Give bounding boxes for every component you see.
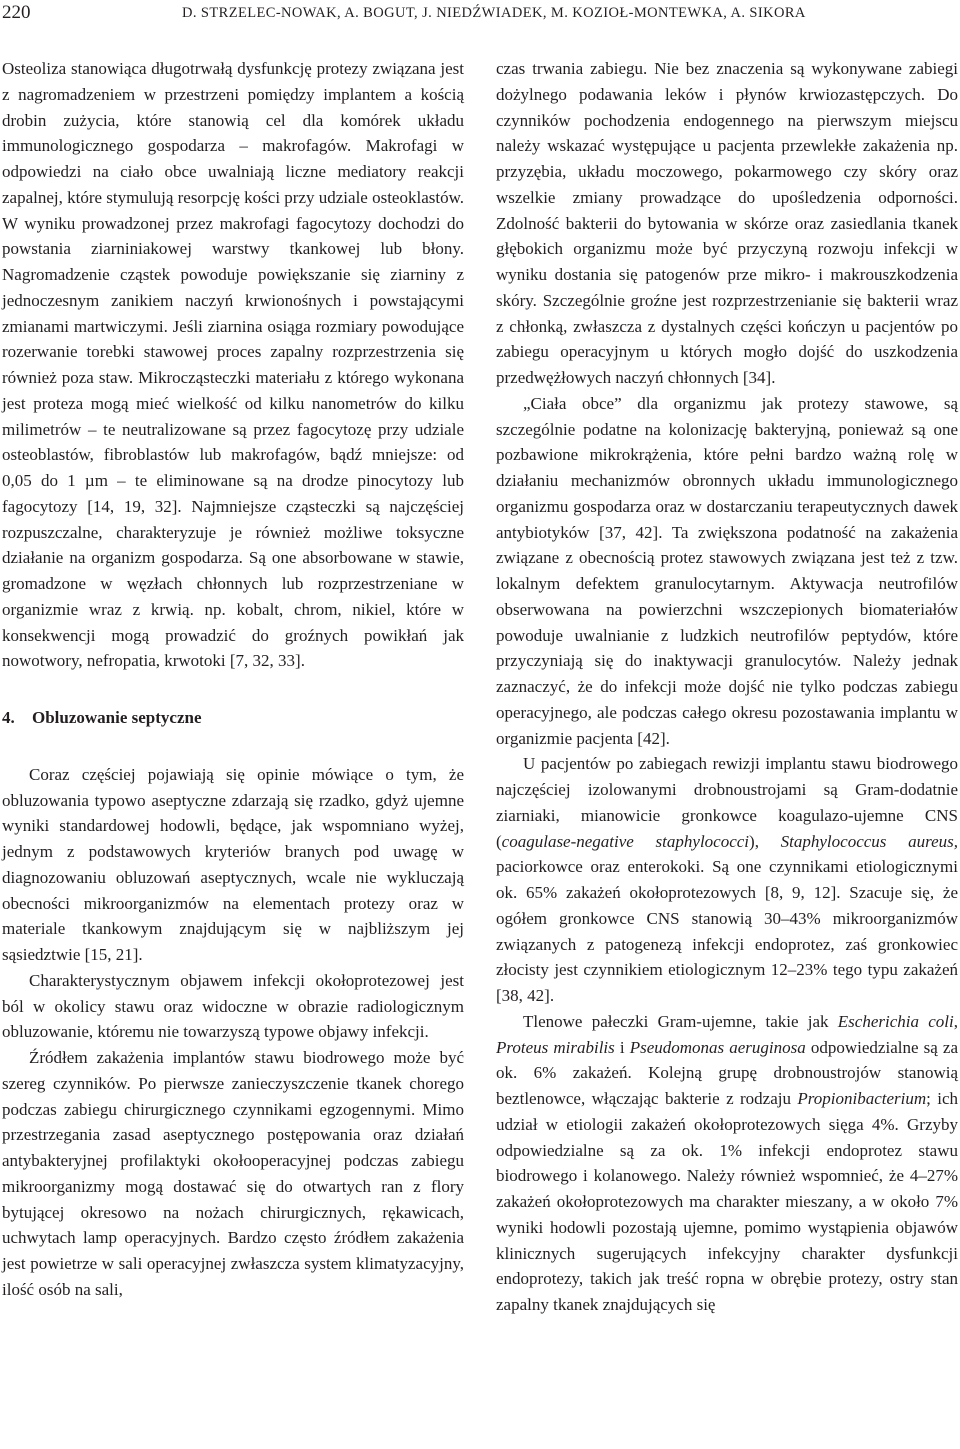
text-run: Tlenowe pałeczki Gram-ujemne, takie jak — [523, 1011, 838, 1031]
page-number: 220 — [2, 2, 31, 23]
paragraph-aseptic-loosening: Coraz częściej pojawiają się opinie mówiące o tym, że obluzowania typowo aseptyczne zdarzają się rzadko, gdyż ujemne wyniki standardowej hodowli, będące, jak wspomniano wyżej, jednym z podstawowych kryteriów branych pod uwagę w diagnozowaniu obluzowań aseptycznych, wcale nie wykluczają obecności mikroorganizmów na elementach protezy oraz w materiale tkankowym znajdującym się w najbliższym jej sąsiedztwie [15, 21]. — [2, 764, 464, 964]
species-name: Escherichia coli — [837, 1011, 954, 1031]
text-run: ; ich udział w etiologii zakażeń okołoprotezowych sięga 4%. Grzyby odpowiedzialne są za ok. 1% infekcji endoprotez stawu biodrowego i kolanowego. Należy również wspomnieć, że 4–27% zakażeń okołoprotezowych ma charakter mieszany, a w około 7% wyniki hodowli pozostają ujemne, pomimo wystąpienia objawów klinicznych sugerujących infekcyjny charakter dysfunkcji endoprotezy, takich jak treść ropna w obrębie protezy, ostry stan zapalny tkanek znajdujących się — [496, 1089, 958, 1314]
paragraph-symptoms: Charakterystycznym objawem infekcji okołoprotezowej jest ból w okolicy stawu oraz widoczne w obrazie radiologicznym obluzowanie, któremu nie towarzyszą typowe objawy infekcji. — [2, 970, 464, 1042]
paragraph-osteolysis: Osteoliza stanowiąca długotrwałą dysfunkcję protezy związana jest z nagromadzeniem w przestrzeni pomiędzy implantem a kością drobin zużycia, które stanowią cel dla komórek układu immunologicznego gospodarza – makrofagów. Makrofagi w odpowiedzi na ciało obce uwalniają liczne mediatory reakcji zapalnej, które stymulują resorpcję kości przy udziale osteoklastów. W wyniku prowadzonej przez makrofagi fagocytozy dochodzi do powstania ziarniniakowej warstwy tkankowej lub błony. Nagromadzenie cząstek powoduje powiększanie się ziarniny z jednoczesnym zanikiem naczyń krwionośnych i powstającymi zmianami martwiczymi. Jeśli ziarnina osiąga rozmiary powodujące rozerwanie torebki stawowej proces zapalny rozprzestrzenia się również poza staw. Mikrocząsteczki materiału z którego wykonana jest proteza mogą mieć wielkość od kilku nanometrów do kilku milimetrów – te neutralizowane są przez fagocytozę przy udziale osteoblastów, fibroblastów lub makrofagów, bądź mniejsze: od 0,05 do 1 µm – te eliminowane są na drodze pinocytozy lub fagocytozy [14, 19, 32]. Najmniejsze cząsteczki są najczęściej rozpuszczalne, charakteryzuje je również możliwe toksyczne działanie na organizm gospodarza. Są one absorbowane w stawie, gromadzone w węzłach chłonnych lub rozprzestrzeniane w organizmie wraz z krwią. np. kobalt, chrom, nikiel, które w konsekwencji mogą prowadzić do groźnych powikłań jak nowotwory, nefropatia, krwotoki [7, 32, 33]. — [2, 59, 464, 671]
section-heading — [2, 705, 464, 731]
paragraph-infection-sources: Źródłem zakażenia implantów stawu biodrowego może być szereg czynników. Po pierwsze zanieczyszczenie tkanek chorego podczas zabiegu chirurgicznego czynnikami egzogennymi. Mimo przestrzegania zasad aseptycznego postępowania oraz działań antybakteryjnej profilaktyki okołooperacyjnej podczas zabiegu mikroorganizmy mogą dostawać się do otwartych ran z flory bytującej okresowo na nożach chirurgicznych, rękawicach, uchwytach lamp operacyjnych. Bardzo często źródłem zakażenia jest powietrze w sali operacyjnej zwłaszcza system klimatyzacyjny, ilość osób na sali, — [2, 1048, 464, 1299]
text-run: U pacjentów po zabiegach rewizji implantu stawu biodrowego najczęściej izolowanymi drobnoustrojami są Gram-dodatnie ziarniaki, mianowicie gronkowce koagulazo-ujemne CNS ( — [496, 754, 958, 851]
text-run: , — [953, 1011, 958, 1031]
section-number: 4. — [2, 708, 15, 727]
species-name: coagulase-negative staphylococci — [501, 831, 750, 851]
section-title: Obluzowanie septyczne — [32, 708, 202, 727]
paragraph-gram-negative — [496, 1009, 958, 1318]
text-run: paciorkowce oraz enterokoki. Są one czynnikami etiologicznymi ok. 65% zakażeń okołoprotezowych [8, 9, 12]. Szacuje się, że ogółem gronkowce CNS stanowią 30–43% mikroorganizmów związanych z patogenezą infekcji endoprotez, zaś gronkowiec złocisty jest czynnikiem etiologicznym 12–23% tego typu zakażeń [38, 42]. — [496, 857, 958, 1005]
species-name: Proteus mirabilis — [496, 1037, 615, 1057]
paragraph-gram-positive — [496, 751, 958, 1009]
text-run: odpowiedzialne są za ok. 6% zakażeń. Kolejną grupę drobnoustrojów stanowią beztlenowce, włączając bakterie z rodzaju — [496, 1037, 958, 1108]
text-run: ), — [749, 831, 781, 851]
left-column — [2, 56, 464, 1303]
page-header — [2, 0, 958, 36]
running-header-authors: D. STRZELEC-NOWAK, A. BOGUT, J. NIEDŹWIADEK, M. KOZIOŁ-MONTEWKA, A. SIKORA — [182, 5, 806, 21]
text-run: i — [614, 1037, 630, 1057]
species-name: Staphylococcus aureus, — [780, 831, 959, 851]
paragraph-foreign-bodies: „Ciała obce” dla organizmu jak protezy stawowe, są szczególnie podatne na kolonizację bakteryjną, ponieważ są one pozbawione mikrokrążenia, które pełni bardzo ważną rolę w działaniu mechanizmów obronnych układu immunologicznego organizmu gospodarza oraz w dostarczaniu terapeutycznych dawek antybiotyków [37, 42]. Ta zwiększona podatność na zakażenia związane z obecnością protez stawowych związana jest też z tzw. lokalnym defektem granulocytarnym. Aktywacja neutrofilów obserwowana na powierzchni wszczepionych biomateriałów powoduje uwalnianie z ludzkich neutrofilów peptydów, które przyczyniają się do inaktywacji granulocytów. Należy jednak zaznaczyć, że do infekcji może dojść nie tylko podczas zabiegu operacyjnego, ale podczas całego okresu pozostawania implantu w organizmie pacjenta [42]. — [496, 393, 958, 748]
species-name: Propionibacterium — [797, 1089, 927, 1108]
species-name: Pseudomonas aeruginosa — [629, 1037, 806, 1057]
paragraph-infection-factors: czas trwania zabiegu. Nie bez znaczenia są wykonywane zabiegi dożylnego podawania leków i płynów krwiozastępczych. Do czynników pochodzenia endogennego na pierwszym miejscu należy wskazać występujące u pacjenta przewlekłe zakażenia np. przyzębia, układu moczowego, pokarmowego czy skóry oraz wszelkie zmiany prowadzące do upośledzenia odporności. Zdolność bakterii do bytowania w skórze oraz zasiedlania tkanek głębokich organizmu może być przyczyną rozwoju infekcji w wyniku dostania się patogenów prze mikro- i makrouszkodzenia skóry. Szczególnie groźne jest rozprzestrzenianie się bakterii wraz z chłonką, zwłaszcza z dystalnych części kończyn u pacjentów po zabiegu operacyjnym u których mogło dojść do uszkodzenia przedwężłowych naczyń chłonnych [34]. — [496, 59, 958, 387]
right-column — [496, 56, 958, 1318]
